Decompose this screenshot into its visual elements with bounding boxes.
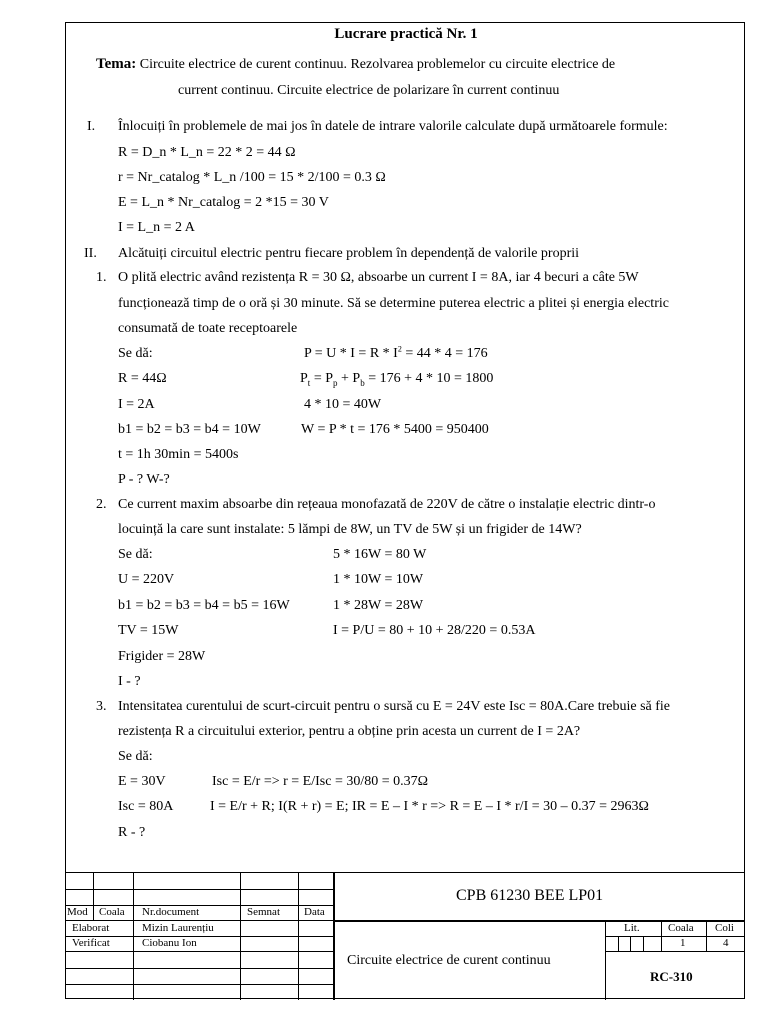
stamp-group: RC-310 <box>650 969 693 984</box>
title-block <box>65 872 745 1000</box>
p1-given-3: I = 2A <box>118 397 155 412</box>
formula-3: E = L_n * Nr_catalog = 2 *15 = 30 V <box>118 195 329 210</box>
tema-label: Tema: <box>96 56 137 72</box>
p2-calc-3: 1 * 28W = 28W <box>333 598 424 613</box>
p3-calc-2: I = E/r + R; I(R + r) = E; IR = E – I * r => R = E – I * r/I = 30 – 0.37 = 2963Ω <box>210 799 649 814</box>
stamp-header-coala: Coala <box>99 906 125 918</box>
formula-2: r = Nr_catalog * L_n /100 = 15 * 2/100 = 0.3 Ω <box>118 170 386 185</box>
p1-given-5: t = 1h 30min = 5400s <box>118 447 239 462</box>
p2-calc-4: I = P/U = 80 + 10 + 28/220 = 0.53A <box>333 623 536 638</box>
stamp-header-data: Data <box>304 906 325 918</box>
stamp-coala-label: Coala <box>668 922 694 934</box>
stamp-coli-value: 4 <box>723 937 729 949</box>
stamp-coala-value: 1 <box>680 937 686 949</box>
p1-calc-4: W = P * t = 176 * 5400 = 950400 <box>301 422 489 437</box>
p2-given-1: Se dă: <box>118 547 153 562</box>
p2-given-5: Frigider = 28W <box>118 649 206 664</box>
p1-calc-1a: P = U * I = R * I <box>304 346 398 361</box>
stamp-verificat-name: Ciobanu Ion <box>142 937 197 949</box>
p2-num: 2. <box>96 497 107 512</box>
p1-given-6: P - ? W-? <box>118 472 170 487</box>
p2-calc-2: 1 * 10W = 10W <box>333 572 424 587</box>
p1-calc-2a: P <box>300 371 308 386</box>
p3-given-2: E = 30V <box>118 774 166 789</box>
stamp-doc-title: Circuite electrice de curent continuu <box>347 953 551 968</box>
tema-line-2: current continuu. Circuite electrice de polarizare în current continuu <box>178 83 560 98</box>
stamp-lit-label: Lit. <box>624 922 640 934</box>
p2-given-4: TV = 15W <box>118 623 179 638</box>
p1-calc-1-sup: 2 <box>397 344 402 354</box>
p1-calc-3: 4 * 10 = 40W <box>304 397 382 412</box>
p3-given-4: R - ? <box>118 825 146 840</box>
p1-calc-2 <box>300 371 493 387</box>
p3-calc-1: Isc = E/r => r = E/Isc = 30/80 = 0.37Ω <box>212 774 429 789</box>
p1-text-1: O plită electric având rezistența R = 30 Ω, absoarbe un current I = 8A, iar 4 becuri a câte 5W <box>118 270 639 285</box>
doc-title: Lucrare practică Nr. 1 <box>334 26 478 42</box>
stamp-elaborat-label: Elaborat <box>72 922 110 934</box>
stamp-doc-code: CPB 61230 BEE LP01 <box>456 887 604 904</box>
p1-text-2: funcționează timp de o oră și 30 minute. Să se determine puterea electric a plitei și energia electric <box>118 296 669 311</box>
stamp-verificat-label: Verificat <box>72 937 110 949</box>
p1-calc-1 <box>304 346 488 362</box>
p2-given-6: I - ? <box>118 674 141 689</box>
p1-given-2: R = 44Ω <box>118 371 167 386</box>
p1-calc-2c: + P <box>337 371 361 386</box>
stamp-coli-label: Coli <box>715 922 734 934</box>
p1-given-4: b1 = b2 = b3 = b4 = 10W <box>118 422 261 437</box>
p1-calc-2-sub1: t <box>307 377 311 388</box>
stamp-header-nrdoc: Nr.document <box>142 906 200 918</box>
stamp-header-mod: Mod <box>67 906 88 918</box>
formula-4: I = L_n = 2 A <box>118 220 195 235</box>
p3-given-3: Isc = 80A <box>118 799 174 814</box>
p2-text-2: locuință la care sunt instalate: 5 lămpi de 8W, un TV de 5W și un frigider de 14W? <box>118 522 582 537</box>
p3-text-2: rezistența R a circuitului exterior, pentru a obține prin acesta un current de I = 2A? <box>118 724 581 739</box>
p1-calc-2b: = P <box>310 371 333 386</box>
tema-line-1 <box>96 56 615 73</box>
p1-given-1: Se dă: <box>118 346 153 361</box>
p1-text-3: consumată de toate receptoarele <box>118 321 298 336</box>
p3-given-1: Se dă: <box>118 749 153 764</box>
p2-given-3: b1 = b2 = b3 = b4 = b5 = 16W <box>118 598 290 613</box>
section1-num: I. <box>87 119 96 134</box>
p2-calc-1: 5 * 16W = 80 W <box>333 547 427 562</box>
stamp-elaborat-name: Mizin Laurențiu <box>142 922 214 934</box>
tema-text-1: Circuite electrice de curent continuu. Rezolvarea problemelor cu circuite electrice de <box>136 57 616 72</box>
p1-calc-2-sub2: p <box>333 377 338 388</box>
formula-1: R = D_n * L_n = 22 * 2 = 44 Ω <box>118 145 296 160</box>
stamp-header-semnat: Semnat <box>247 906 280 918</box>
p1-calc-2-sub3: b <box>360 377 365 388</box>
p3-text-1: Intensitatea curentului de scurt-circuit pentru o sursă cu E = 24V este Isc = 80A.Care trebuie să fie <box>118 699 671 714</box>
p2-given-2: U = 220V <box>118 572 175 587</box>
section2-num: II. <box>84 246 97 261</box>
p1-calc-1b: = 44 * 4 = 176 <box>401 346 488 361</box>
p1-calc-2d: = 176 + 4 * 10 = 1800 <box>364 371 494 386</box>
section1-intro: Înlocuiți în problemele de mai jos în datele de intrare valorile calculate după următoarele formule: <box>118 119 668 134</box>
p2-text-1: Ce current maxim absoarbe din rețeaua monofazată de 220V de către o instalație electric dintr-o <box>118 497 656 512</box>
p3-num: 3. <box>96 699 107 714</box>
p1-num: 1. <box>96 270 107 285</box>
section2-intro: Alcătuiți circuitul electric pentru fiecare problem în dependență de valorile proprii <box>118 246 580 261</box>
